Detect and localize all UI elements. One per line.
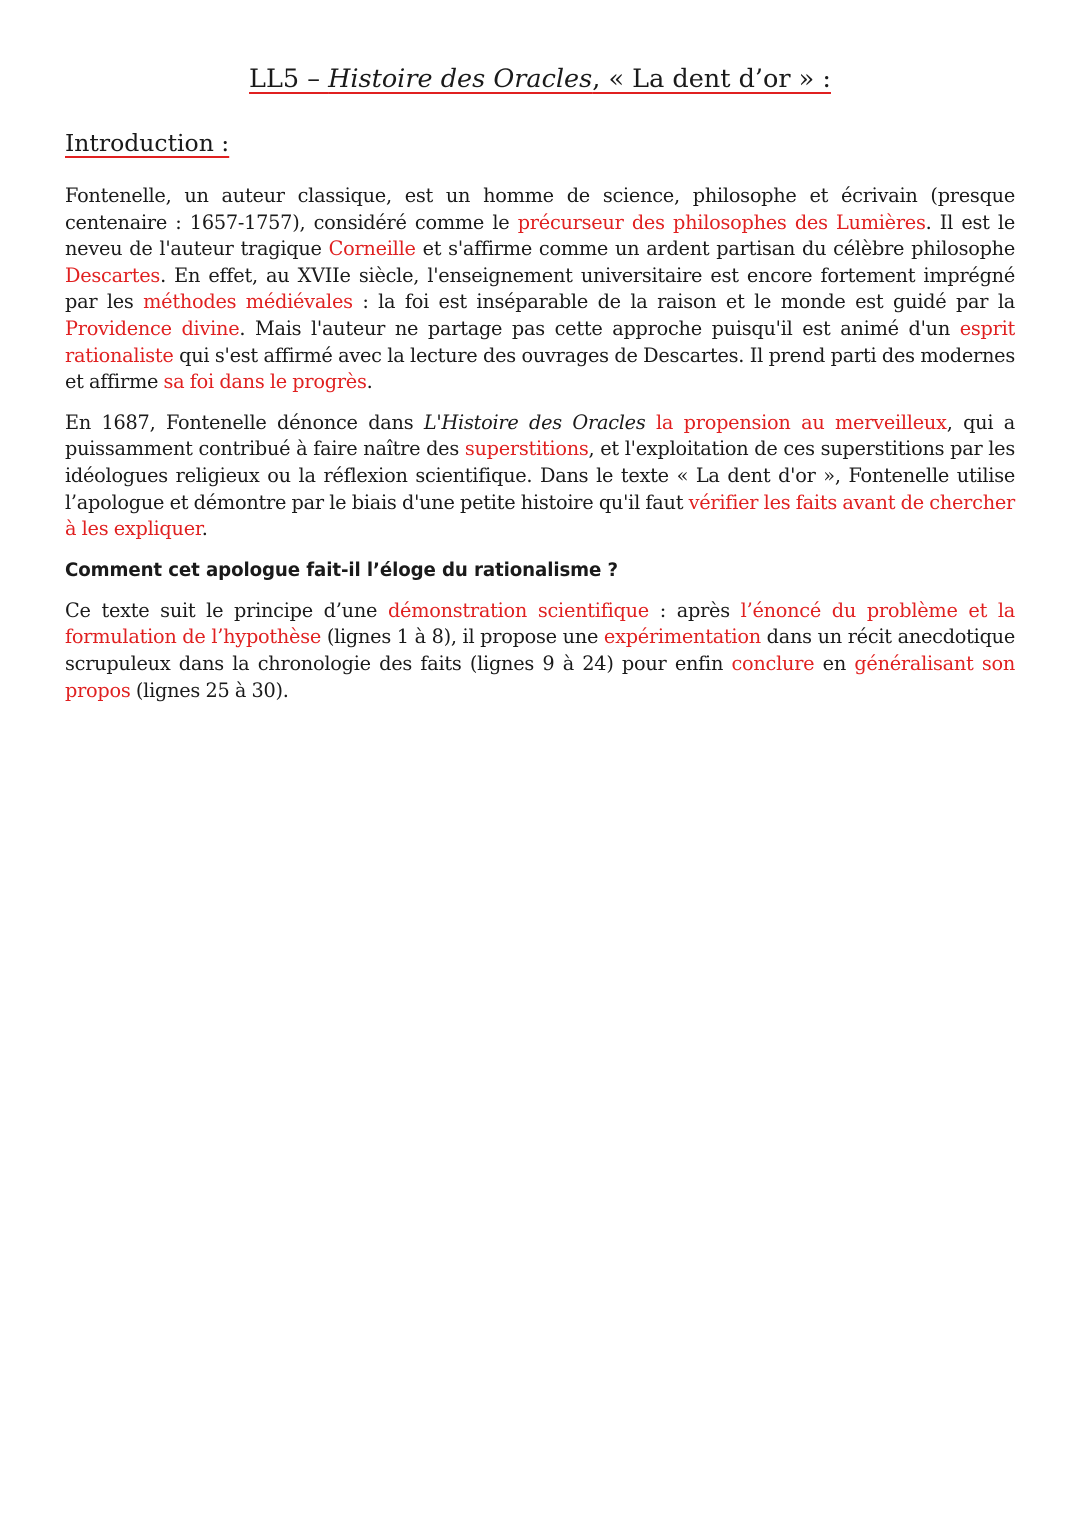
highlight-experimentation: expérimentation [603, 625, 761, 649]
italic-histoire-oracles: L'Histoire des Oracles [423, 410, 646, 434]
text-run: . [201, 517, 208, 541]
highlight-precurseur: précurseur des philosophes des Lumières [517, 210, 926, 234]
problematic-question: Comment cet apologue fait-il l’éloge du rationalisme ? [65, 559, 618, 581]
text-run: . En effet, au XVIIe siècle, l'enseignement universitaire est encore fortement imprégné par les [65, 263, 1015, 314]
text-run: En 1687, Fontenelle dénonce dans [65, 410, 424, 434]
text-run: , qui a puissamment contribué à faire naître des [65, 410, 1016, 461]
text-run: dans un récit anecdotique scrupuleux dans la chronologie des faits (lignes 9 à 24) pour enfin [65, 625, 1015, 675]
text-run: Fontenelle, un auteur classique, est un homme de science, philosophe et écrivain (presque centenaire : 1657-1757), considéré comme le [65, 184, 1015, 234]
text-run: : la foi est inséparable de la raison et le monde est guidé par la [352, 290, 1015, 314]
text-run: , et l'exploitation de ces superstitions par les idéologues religieux ou la réflexion scientifique. Dans le texte « La dent d'or », Fontenelle utilise l’apologue et démontre par le biais d'une petite histoire qu'il faut [65, 437, 1015, 514]
text-run: . Mais l'auteur ne partage pas cette approche puisqu'il est animé d'un [239, 316, 960, 340]
highlight-descartes: Descartes [65, 263, 161, 287]
paragraph-plan [65, 598, 1015, 704]
title-suffix: , « La dent d’or » : [592, 64, 831, 94]
text-run: Ce texte suit le principe d’une [65, 598, 388, 622]
highlight-superstitions: superstitions [464, 437, 589, 461]
highlight-propension-merveilleux: la propension au merveilleux [655, 410, 947, 434]
document-title [65, 62, 1015, 96]
text-run: (lignes 1 à 8), il propose une [321, 625, 604, 649]
title-work: Histoire des Oracles [328, 64, 593, 94]
highlight-corneille: Corneille [328, 237, 416, 261]
highlight-conclure: conclure [731, 651, 815, 675]
highlight-generalisant: généralisant son propos [65, 651, 1016, 702]
highlight-enonce-probleme: l’énoncé du problème et la formulation de l’hypothèse [65, 598, 1016, 649]
highlight-esprit-rationaliste: esprit rationaliste [65, 316, 1015, 367]
introduction-heading: Introduction : [65, 129, 230, 157]
title-prefix: LL5 – [249, 64, 329, 94]
text-run: en [814, 651, 855, 675]
highlight-providence-divine: Providence divine [65, 316, 240, 340]
text-run: qui s'est affirmé avec la lecture des ouvrages de Descartes. Il prend parti des modernes et affirme [65, 343, 1015, 394]
highlight-methodes-medievales: méthodes médiévales [143, 290, 353, 314]
highlight-demonstration: démonstration scientifique [387, 598, 649, 622]
highlight-foi-progres: sa foi dans le progrès [163, 370, 367, 394]
text-run [645, 411, 656, 434]
text-run: . [366, 370, 373, 394]
paragraph-context [65, 183, 1015, 396]
paragraph-oeuvre [65, 410, 1015, 543]
highlight-verifier-faits: vérifier les faits avant de chercher à les expliquer [65, 490, 1015, 541]
text-run: et s'affirme comme un ardent partisan du célèbre philosophe [415, 237, 1015, 261]
text-run: : après [648, 598, 741, 622]
text-run: (lignes 25 à 30). [130, 678, 289, 702]
text-run: . Il est le neveu de l'auteur tragique [65, 210, 1015, 261]
